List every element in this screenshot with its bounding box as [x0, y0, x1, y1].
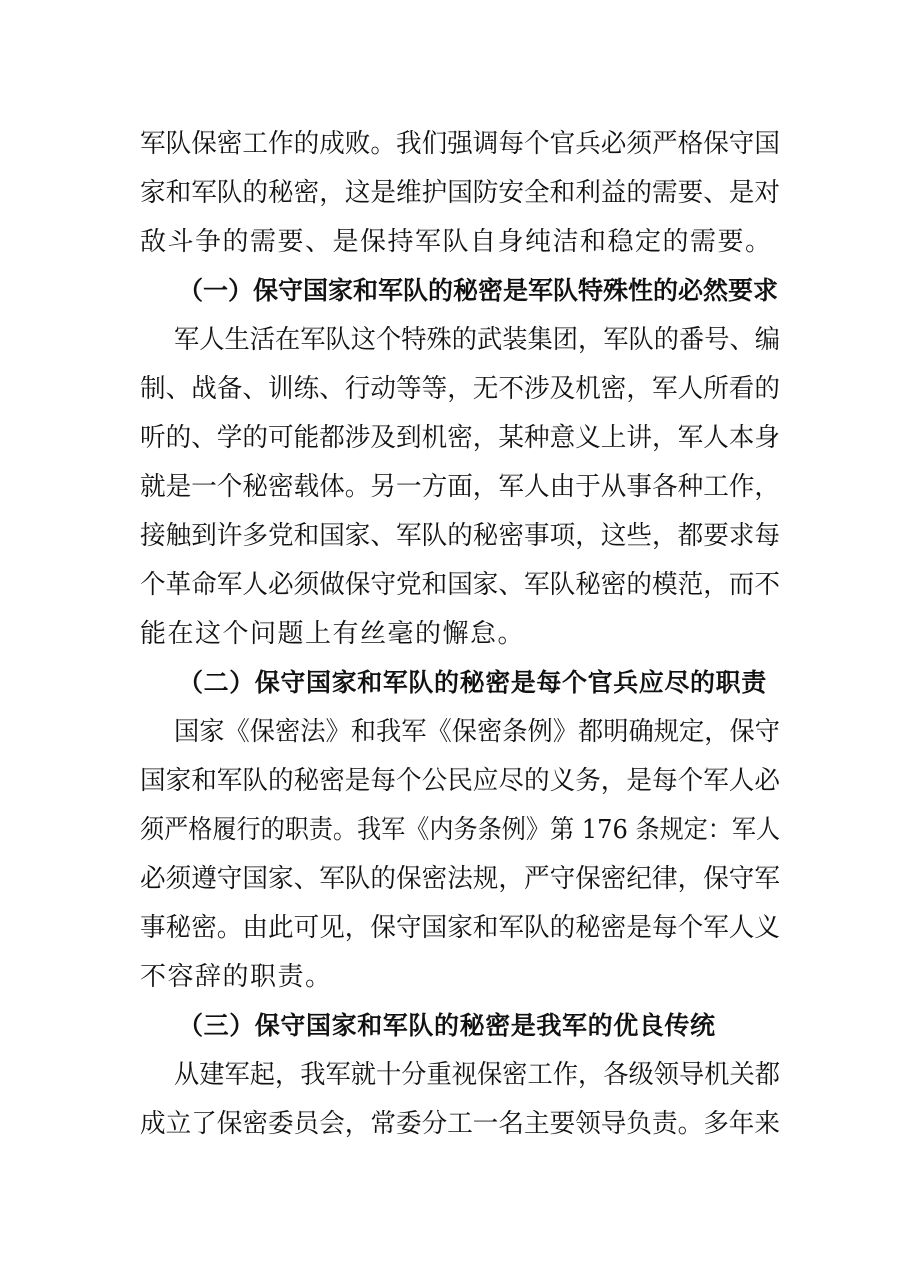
body-line: 须严格履行的职责。我军《内务条例》第 176 条规定：军人	[140, 815, 781, 845]
section-heading-2: （二）保守国家和军队的秘密是每个官兵应尽的职责	[178, 668, 767, 697]
body-line: 必须遵守国家、军队的保密法规，严守保密纪律，保守军	[140, 864, 781, 894]
body-line: 国家和军队的秘密是每个公民应尽的义务，是每个军人必	[140, 766, 781, 796]
body-line: 事秘密。由此可见，保守国家和军队的秘密是每个军人义	[140, 913, 781, 943]
body-line: 家和军队的秘密，这是维护国防安全和利益的需要、是对	[140, 178, 781, 208]
body-line: 个革命军人必须做保守党和国家、军队秘密的模范，而不	[140, 570, 781, 600]
body-line: 军队保密工作的成败。我们强调每个官兵必须严格保守国	[140, 129, 781, 159]
body-line: 听的、学的可能都涉及到机密，某种意义上讲，军人本身	[140, 423, 781, 453]
body-line: 军人生活在军队这个特殊的武装集团，军队的番号、编	[174, 325, 781, 355]
body-line: 制、战备、训练、行动等等，无不涉及机密，军人所看的	[140, 374, 781, 404]
body-line: 敌斗争的需要、是保持军队自身纯洁和稳定的需要。	[140, 227, 773, 257]
body-line: 国家《保密法》和我军《保密条例》都明确规定，保守	[174, 717, 781, 747]
body-line: 成立了保密委员会，常委分工一名主要领导负责。多年来	[140, 1109, 781, 1139]
section-heading-1: （一）保守国家和军队的秘密是军队特殊性的必然要求	[178, 276, 779, 305]
body-line: 就是一个秘密载体。另一方面，军人由于从事各种工作，	[140, 472, 781, 502]
body-line: 接触到许多党和国家、军队的秘密事项，这些，都要求每	[140, 521, 781, 551]
body-line: 从建军起，我军就十分重视保密工作，各级领导机关都	[174, 1060, 781, 1090]
section-heading-3: （三）保守国家和军队的秘密是我军的优良传统	[178, 1011, 716, 1040]
body-line: 不容辞的职责。	[140, 962, 333, 992]
body-line: 能在这个问题上有丝毫的懈怠。	[140, 619, 526, 649]
